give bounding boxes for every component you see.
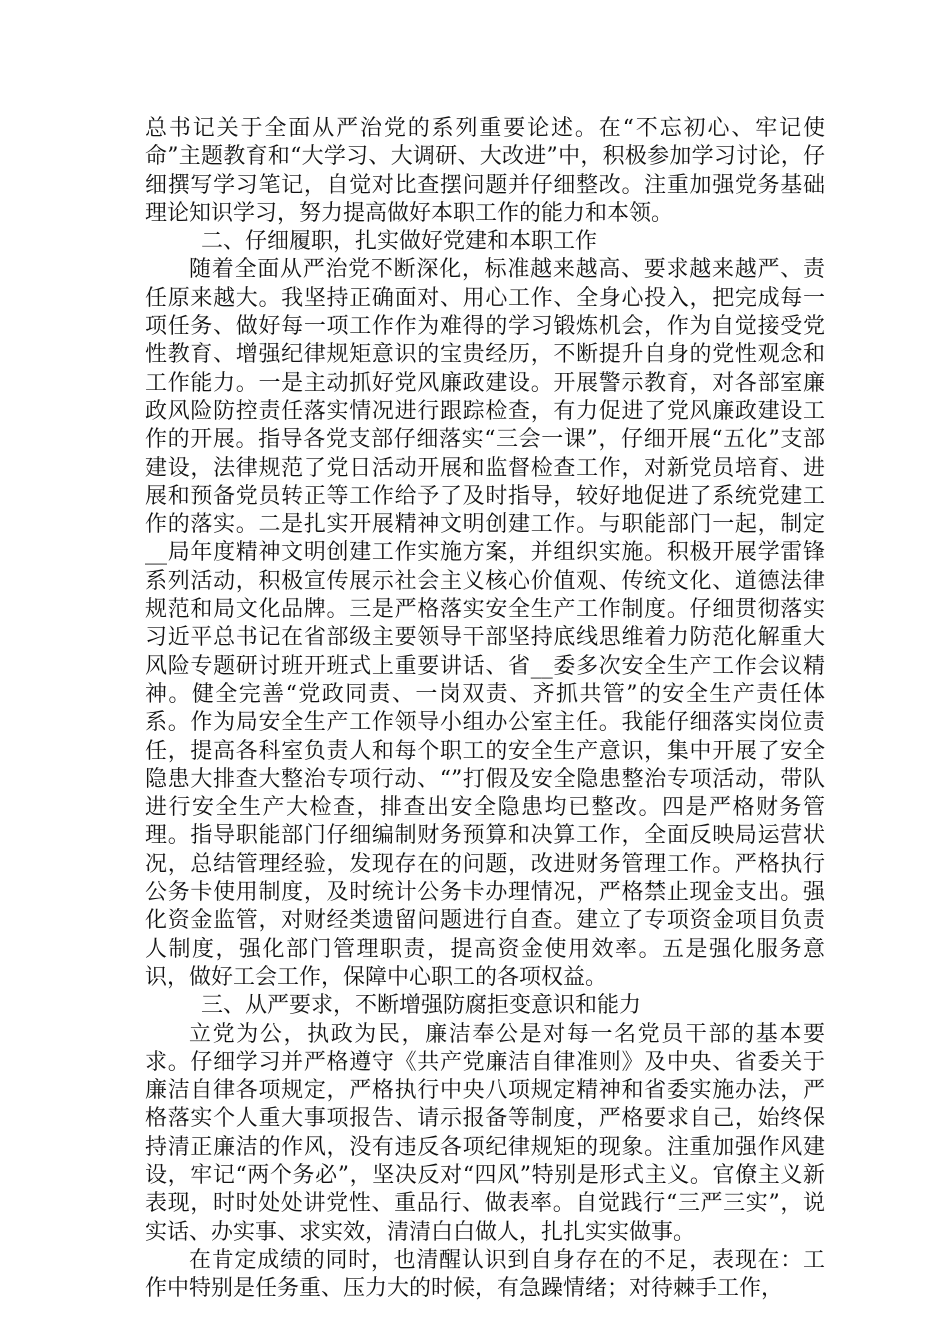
section-heading-3: 三、从严要求，不断增强防腐拒变意识和能力 bbox=[201, 993, 642, 1019]
body-paragraph-3: 立党为公，执政为民，廉洁奉公是对每一名党员干部的基本要求。仔细学习并严格遵守《共产党廉洁自律准则》及中央、省委关于廉洁自律各项规定，严格执行中央八项规定精神和省委实施办法，严格落实个人重大事项报告、请示报备等制度，严格要求自己，始终保持清正廉洁的作风，没有违反各项纪律规矩的现象。注重加强作风建设，牢记“两个务必”，坚决反对“四风”特别是形式主义。官僚主义新表现，时时处处讲党性、重品行、做表率。自觉践行“三严三实”，说实话、办实事、求实效，清清白白做人，扎扎实实做事。 bbox=[145, 1021, 825, 1245]
body-paragraph-1: 总书记关于全面从严治党的系列重要论述。在“不忘初心、牢记使命”主题教育和“大学习、大调研、大改进”中，积极参加学习讨论，仔细撰写学习笔记，自觉对比查摆问题并仔细整改。注重加强党务基础理论知识学习，努力提高做好本职工作的能力和本领。 bbox=[145, 116, 825, 226]
document-body bbox=[145, 115, 825, 1303]
body-paragraph-2: 随着全面从严治党不断深化，标准越来越高、要求越来越严、责任原来越大。我坚持正确面对、用心工作、全身心投入，把完成每一项任务、做好每一项工作作为难得的学习锻炼机会，作为自觉接受党性教育、增强纪律规矩意识的宝贵经历，不断提升自身的党性观念和工作能力。一是主动抓好党风廉政建设。开展警示教育，对各部室廉政风险防控责任落实情况进行跟踪检查，有力促进了党风廉政建设工作的开展。指导各党支部仔细落实“三会一课”，仔细开展“五化”支部建设，法律规范了党日活动开展和监督检查工作，对新党员培育、进展和预备党员转正等工作给予了及时指导，较好地促进了系统党建工作的落实。二是扎实开展精神文明创建工作。与职能部门一起，制定__局年度精神文明创建工作实施方案，并组织实施。积极开展学雷锋系列活动，积极宣传展示社会主义核心价值观、传统文化、道德法律规范和局文化品牌。三是严格落实安全生产工作制度。仔细贯彻落实习近平总书记在省部级主要领导干部坚持底线思维着力防范化解重大风险专题研讨班开班式上重要讲话、省__委多次安全生产工作会议精神。健全完善“党政同责、一岗双责、齐抓共管”的安全生产责任体系。作为局安全生产工作领导小组办公室主任。我能仔细落实岗位责任，提高各科室负责人和每个职工的安全生产意识，集中开展了安全隐患大排查大整治专项行动、“”打假及安全隐患整治专项活动，带队进行安全生产大检查，排查出安全隐患均已整改。四是严格财务管理。指导职能部门仔细编制财务预算和决算工作，全面反映局运营状况，总结管理经验，发现存在的问题，改进财务管理工作。严格执行公务卡使用制度，及时统计公务卡办理情况，严格禁止现金支出。强化资金监管，对财经类遗留问题进行自查。建立了专项资金项目负责人制度，强化部门管理职责，提高资金使用效率。五是强化服务意识，做好工会工作，保障中心职工的各项权益。 bbox=[145, 257, 825, 990]
body-paragraph-4: 在肯定成绩的同时，也清醒认识到自身存在的不足，表现在：工作中特别是任务重、压力大的时候，有急躁情绪；对待棘手工作， bbox=[145, 1247, 825, 1302]
section-heading-2: 二、仔细履职，扎实做好党建和本职工作 bbox=[201, 229, 598, 255]
